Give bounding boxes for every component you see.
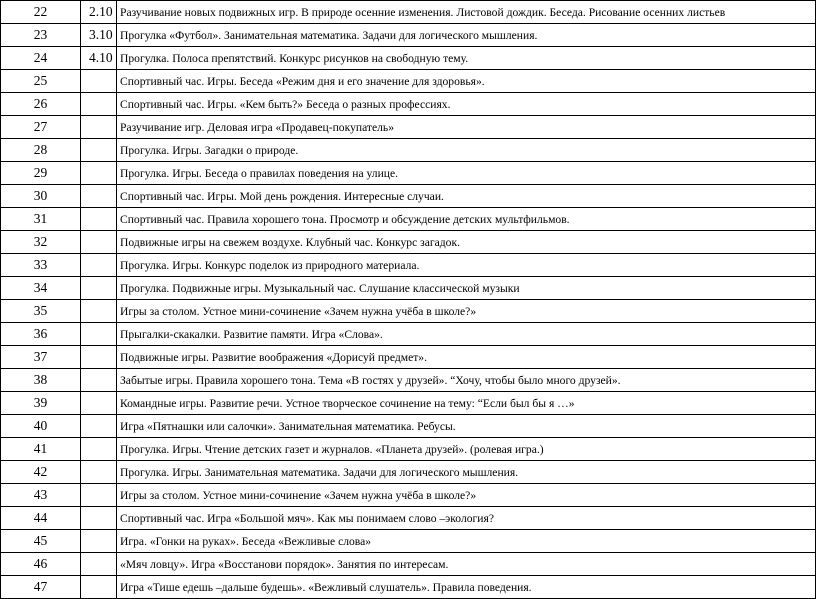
activity-description-cell: Прогулка «Футбол». Занимательная математика. Задачи для логического мышления. bbox=[117, 24, 816, 47]
row-number-cell: 22 bbox=[1, 1, 81, 24]
row-number-cell: 37 bbox=[1, 346, 81, 369]
table-row bbox=[1, 208, 816, 231]
date-cell bbox=[81, 576, 117, 599]
row-number-cell: 27 bbox=[1, 116, 81, 139]
activity-description-cell: Командные игры. Развитие речи. Устное творческое сочинение на тему: “Если был бы я …» bbox=[117, 392, 816, 415]
table-row bbox=[1, 231, 816, 254]
row-number-cell: 30 bbox=[1, 185, 81, 208]
table-row bbox=[1, 116, 816, 139]
table-row bbox=[1, 392, 816, 415]
date-cell bbox=[81, 553, 117, 576]
activity-description-cell: Игры за столом. Устное мини-сочинение «Зачем нужна учёба в школе?» bbox=[117, 300, 816, 323]
date-cell bbox=[81, 185, 117, 208]
activity-description-cell: Прогулка. Подвижные игры. Музыкальный час. Слушание классической музыки bbox=[117, 277, 816, 300]
activity-description-cell: Прогулка. Игры. Беседа о правилах поведения на улице. bbox=[117, 162, 816, 185]
table-row bbox=[1, 553, 816, 576]
table-row bbox=[1, 70, 816, 93]
row-number-cell: 28 bbox=[1, 139, 81, 162]
table-row bbox=[1, 93, 816, 116]
activity-description-cell: Прогулка. Игры. Загадки о природе. bbox=[117, 139, 816, 162]
activity-description-cell: Спортивный час. Игры. Беседа «Режим дня и его значение для здоровья». bbox=[117, 70, 816, 93]
activity-description-cell: «Мяч ловцу». Игра «Восстанови порядок». Занятия по интересам. bbox=[117, 553, 816, 576]
date-cell bbox=[81, 461, 117, 484]
activity-description-cell: Разучивание игр. Деловая игра «Продавец-покупатель» bbox=[117, 116, 816, 139]
activity-description-cell: Спортивный час. Правила хорошего тона. Просмотр и обсуждение детских мультфильмов. bbox=[117, 208, 816, 231]
activity-description-cell: Подвижные игры. Развитие воображения «Дорисуй предмет». bbox=[117, 346, 816, 369]
row-number-cell: 40 bbox=[1, 415, 81, 438]
table-row bbox=[1, 1, 816, 24]
row-number-cell: 23 bbox=[1, 24, 81, 47]
date-cell bbox=[81, 415, 117, 438]
row-number-cell: 33 bbox=[1, 254, 81, 277]
activity-description-cell: Спортивный час. Игры. Мой день рождения. Интересные случаи. bbox=[117, 185, 816, 208]
row-number-cell: 39 bbox=[1, 392, 81, 415]
table-row bbox=[1, 369, 816, 392]
date-cell bbox=[81, 162, 117, 185]
date-cell bbox=[81, 254, 117, 277]
row-number-cell: 43 bbox=[1, 484, 81, 507]
row-number-cell: 34 bbox=[1, 277, 81, 300]
table-row bbox=[1, 346, 816, 369]
row-number-cell: 25 bbox=[1, 70, 81, 93]
row-number-cell: 44 bbox=[1, 507, 81, 530]
table-row bbox=[1, 461, 816, 484]
row-number-cell: 29 bbox=[1, 162, 81, 185]
table-row bbox=[1, 484, 816, 507]
date-cell bbox=[81, 438, 117, 461]
row-number-cell: 32 bbox=[1, 231, 81, 254]
table-row bbox=[1, 47, 816, 70]
table-row bbox=[1, 139, 816, 162]
activity-description-cell: Прогулка. Игры. Конкурс поделок из природного материала. bbox=[117, 254, 816, 277]
date-cell bbox=[81, 392, 117, 415]
table-row bbox=[1, 254, 816, 277]
date-cell: 2.10 bbox=[81, 1, 117, 24]
activity-description-cell: Спортивный час. Игры. «Кем быть?» Беседа о разных профессиях. bbox=[117, 93, 816, 116]
table-row bbox=[1, 530, 816, 553]
activity-description-cell: Прогулка. Игры. Чтение детских газет и журналов. «Планета друзей». (ролевая игра.) bbox=[117, 438, 816, 461]
row-number-cell: 38 bbox=[1, 369, 81, 392]
activity-description-cell: Прогулка. Игры. Занимательная математика. Задачи для логического мышления. bbox=[117, 461, 816, 484]
row-number-cell: 36 bbox=[1, 323, 81, 346]
row-number-cell: 41 bbox=[1, 438, 81, 461]
activity-description-cell: Прогулка. Полоса препятствий. Конкурс рисунков на свободную тему. bbox=[117, 47, 816, 70]
table-row bbox=[1, 300, 816, 323]
activity-description-cell: Прыгалки-скакалки. Развитие памяти. Игра «Слова». bbox=[117, 323, 816, 346]
table-row bbox=[1, 185, 816, 208]
date-cell bbox=[81, 323, 117, 346]
date-cell bbox=[81, 139, 117, 162]
activity-description-cell: Спортивный час. Игра «Большой мяч». Как мы понимаем слово –экология? bbox=[117, 507, 816, 530]
date-cell bbox=[81, 70, 117, 93]
activity-description-cell: Игры за столом. Устное мини-сочинение «Зачем нужна учёба в школе?» bbox=[117, 484, 816, 507]
table-row bbox=[1, 415, 816, 438]
activity-description-cell: Забытые игры. Правила хорошего тона. Тема «В гостях у друзей». “Хочу, чтобы было много друзей». bbox=[117, 369, 816, 392]
activity-description-cell: Игра. «Гонки на руках». Беседа «Вежливые слова» bbox=[117, 530, 816, 553]
table-row bbox=[1, 507, 816, 530]
date-cell bbox=[81, 530, 117, 553]
date-cell bbox=[81, 507, 117, 530]
activity-description-cell: Игра «Пятнашки или салочки». Занимательная математика. Ребусы. bbox=[117, 415, 816, 438]
date-cell bbox=[81, 93, 117, 116]
row-number-cell: 35 bbox=[1, 300, 81, 323]
date-cell bbox=[81, 116, 117, 139]
date-cell bbox=[81, 369, 117, 392]
date-cell bbox=[81, 231, 117, 254]
date-cell: 4.10 bbox=[81, 47, 117, 70]
activity-description-cell: Разучивание новых подвижных игр. В природе осенние изменения. Листовой дождик. Беседа. Рисование осенних листьев bbox=[117, 1, 816, 24]
activity-description-cell: Игра «Тише едешь –дальше будешь». «Вежливый слушатель». Правила поведения. bbox=[117, 576, 816, 599]
row-number-cell: 31 bbox=[1, 208, 81, 231]
table-row bbox=[1, 277, 816, 300]
table-body bbox=[1, 1, 816, 599]
row-number-cell: 26 bbox=[1, 93, 81, 116]
row-number-cell: 24 bbox=[1, 47, 81, 70]
table-row bbox=[1, 24, 816, 47]
row-number-cell: 42 bbox=[1, 461, 81, 484]
table-row bbox=[1, 162, 816, 185]
date-cell bbox=[81, 277, 117, 300]
date-cell bbox=[81, 208, 117, 231]
table-row bbox=[1, 323, 816, 346]
row-number-cell: 47 bbox=[1, 576, 81, 599]
date-cell: 3.10 bbox=[81, 24, 117, 47]
date-cell bbox=[81, 346, 117, 369]
activity-description-cell: Подвижные игры на свежем воздухе. Клубный час. Конкурс загадок. bbox=[117, 231, 816, 254]
date-cell bbox=[81, 484, 117, 507]
table-row bbox=[1, 576, 816, 599]
date-cell bbox=[81, 300, 117, 323]
table-row bbox=[1, 438, 816, 461]
row-number-cell: 46 bbox=[1, 553, 81, 576]
row-number-cell: 45 bbox=[1, 530, 81, 553]
